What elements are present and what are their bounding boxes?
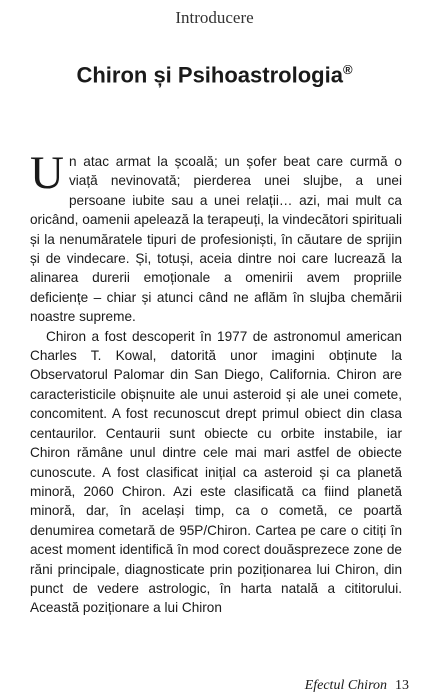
book-title: Efectul Chiron xyxy=(304,678,387,693)
paragraph-1-text: n atac armat la școală; un șofer beat care curmă o viață nevinovată; pierderea unei slujbe, a unei persoane iubite sau a unei relații… azi, mai mult ca oricând, oamenii apelează la terapeuți, la vindecători spirituali și la nenumăratele tipuri de profesioniști, în căutare de sprijin și de vindecare. Și, totuși, aceia dintre noi care lucrează la alinarea durerii emoționale a omenirii avem propriile deficiențe – chiar și atunci când ne aflăm în slujba chemării noastre supreme. xyxy=(30,154,402,325)
page-number: 13 xyxy=(395,678,409,693)
paragraph-2: Chiron a fost descoperit în 1977 de astronomul american Charles T. Kowal, datorită unor imagini obținute la Observatorul Palomar din San Diego, California. Chiron are caracteristicile obișnuite ale unui asteroid și ale unei comete, concomitent. A fost recunoscut drept primul obiect din clasa centaurilor. Centaurii sunt obiecte cu orbite instabile, iar Chiron rămâne unul dintre cele mai mari astfel de obiecte cunoscute. A fost clasificat inițial ca asteroid și ca planetă minoră, 2060 Chiron. Azi este clasificată ca fiind planetă minoră, dar, în același timp, ca o cometă, ce poartă denumirea cometară de 95P/Chiron. Cartea pe care o citiți în acest moment identifică în mod corect douăsprezece zone de răni principale, diagnosticate prin poziționarea lui Chiron, din punct de vedere astrologic, în harta natală a cititorului. Această poziționare a lui Chiron xyxy=(30,328,402,616)
chapter-title-text: Chiron și Psihoastrologia xyxy=(76,62,343,88)
paragraph-1 xyxy=(30,147,402,327)
running-head: Introducere xyxy=(175,8,254,27)
body-text xyxy=(30,147,402,618)
drop-cap: U xyxy=(30,147,64,199)
page-footer xyxy=(305,678,409,694)
registered-mark: ® xyxy=(342,62,353,77)
chapter-title xyxy=(0,62,429,88)
